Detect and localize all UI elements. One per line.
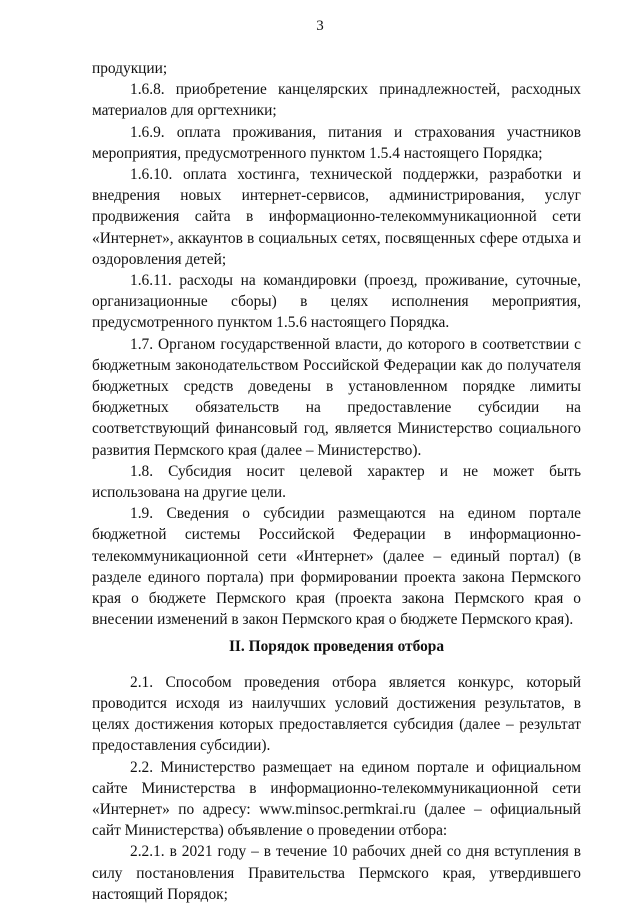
page-number: 3 bbox=[316, 18, 324, 34]
paragraph-continuation: продукции; bbox=[92, 60, 168, 77]
paragraph-1-6-10: 1.6.10. оплата хостинга, технической поддержки, разработки и внедрения новых интернет-сервисов, администрирования, услуг продвижения сайта в информационно-телекоммуникационной сети «Интернет», аккаунтов в социальных сетях, посвященных сфере отдыха и оздоровления детей; bbox=[92, 166, 581, 268]
paragraph-2-2: 2.2. Министерство размещает на едином портале и официальном сайте Министерства в информационно-телекоммуникационной сети «Интернет» по адресу: www.minsoc.permkrai.ru (далее – официальный сайт Министерства) объявление о проведении отбора: bbox=[92, 758, 581, 840]
document-body bbox=[92, 58, 581, 905]
paragraph-1-8: 1.8. Субсидия носит целевой характер и не может быть использована на другие цели. bbox=[92, 462, 581, 502]
paragraph-1-6-11: 1.6.11. расходы на командировки (проезд, проживание, суточные, организационные сборы) в целях исполнения мероприятия, предусмотренного пунктом 1.5.6 настоящего Порядка. bbox=[92, 272, 581, 332]
paragraph-1-9: 1.9. Сведения о субсидии размещаются на едином портале бюджетной системы Российской Федерации в информационно-телекоммуникационной сети «Интернет» (далее – единый портал) (в разделе единого портала) при формировании проекта закона Пермского края о бюджете Пермского края (проекта закона Пермского края о внесении изменений в закон Пермского края о бюджете Пермского края). bbox=[92, 505, 581, 629]
paragraph-2-2-1: 2.2.1. в 2021 году – в течение 10 рабочих дней со дня вступления в силу постановления Правительства Пермского края, утвердившего настоящий Порядок; bbox=[92, 843, 581, 903]
section-heading: II. Порядок проведения отбора bbox=[228, 638, 445, 656]
paragraph-1-6-9: 1.6.9. оплата проживания, питания и страхования участников мероприятия, предусмотренного пунктом 1.5.4 настоящего Порядка; bbox=[92, 123, 581, 162]
paragraph-1-7: 1.7. Органом государственной власти, до которого в соответствии с бюджетным законодательством Российской Федерации как до получателя бюджетных средств доведены в установленном порядке лимиты бюджетных обязательств на предоставление субсидии на соответствующий финансовый год, является Министерство социального развития Пермского края (далее – Министерство). bbox=[92, 335, 581, 459]
paragraph-1-6-8: 1.6.8. приобретение канцелярских принадлежностей, расходных материалов для оргтехники; bbox=[92, 81, 581, 120]
paragraph-2-1: 2.1. Способом проведения отбора является конкурс, который проводится исходя из наилучших условий достижения результатов, в целях достижения которых предоставляется субсидия (далее – результат предоставления субсидии). bbox=[92, 673, 581, 755]
